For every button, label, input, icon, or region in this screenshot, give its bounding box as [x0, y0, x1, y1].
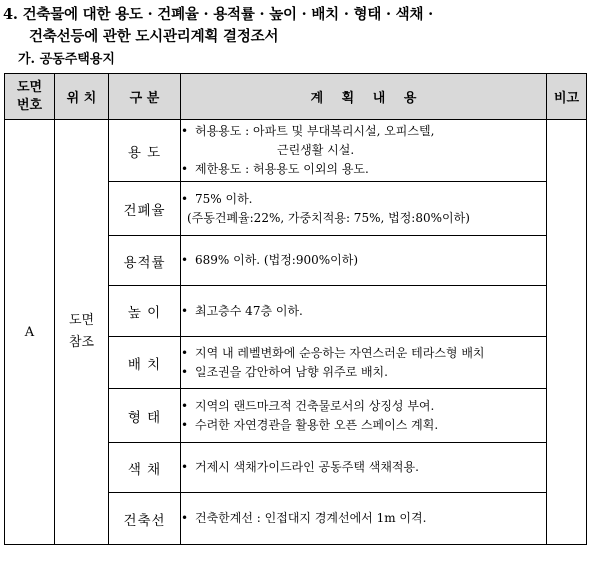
- header-plan-content: 계 획 내 용: [181, 74, 547, 120]
- header-location: 위 치: [55, 74, 109, 120]
- section-subtitle: 가. 공동주택용지: [18, 52, 115, 67]
- content-color: [181, 443, 547, 493]
- content-building-line: [181, 493, 547, 545]
- header-drawing-no-line2: 번호: [16, 97, 43, 113]
- form-text-1: 지역의 랜드마크적 건축물로서의 상징성 부여.: [195, 398, 435, 413]
- content-height: [181, 286, 547, 337]
- list-item: • 최고층수 47층 이하.: [181, 303, 303, 318]
- table-header-row: [5, 74, 587, 120]
- list-item: • 689% 이하. (법정:900%이하): [181, 253, 359, 267]
- height-text: 최고층수 47층 이하.: [195, 303, 303, 318]
- layout-text-1: 지역 내 레벨변화에 순응하는 자연스러운 테라스형 배치: [195, 345, 485, 360]
- location-line2: 참조: [68, 335, 95, 350]
- list-item: • 건축한계선 : 인접대지 경계선에서 1m 이격.: [181, 511, 427, 525]
- building-line-text: 건축한계선 : 인접대지 경계선에서 1m 이격.: [195, 511, 427, 525]
- content-layout: [181, 337, 547, 389]
- coverage-detail-text: (주동건폐율:22%, 가중치적용: 75%, 법정:80%이하): [187, 210, 470, 225]
- document-title-line2: 건축선등에 관한 도시관리계획 결정조서: [29, 28, 279, 45]
- far-text: 689% 이하. (법정:900%이하): [195, 253, 359, 267]
- list-item: • 75% 이하.: [181, 191, 253, 206]
- document-title-line1: 4. 건축물에 대한 용도 · 건폐율 · 용적률 · 높이 · 배치 · 형태 · 색채 ·: [3, 6, 433, 23]
- use-permitted-continued-text: 근린생활 시설.: [277, 143, 355, 157]
- category-color: 색 채: [109, 443, 181, 493]
- content-use: [181, 120, 547, 182]
- content-form: [181, 389, 547, 443]
- header-drawing-no: [5, 74, 55, 120]
- use-restricted-text: 제한용도 : 허용용도 이외의 용도.: [195, 162, 369, 176]
- list-item: • 허용용도 : 아파트 및 부대복리시설, 오피스텔,: [181, 124, 435, 138]
- header-drawing-no-line1: 도면: [16, 79, 43, 95]
- location-cell: [55, 120, 109, 545]
- category-form: 형 태: [109, 389, 181, 443]
- content-coverage: [181, 182, 547, 236]
- category-coverage: 건폐율: [109, 182, 181, 236]
- list-item: • 지역의 랜드마크적 건축물로서의 상징성 부여.: [181, 398, 435, 413]
- list-item: • 지역 내 레벨변화에 순응하는 자연스러운 테라스형 배치: [181, 345, 485, 360]
- category-building-line: 건축선: [109, 493, 181, 545]
- category-layout: 배 치: [109, 337, 181, 389]
- use-permitted-text: 허용용도 : 아파트 및 부대복리시설, 오피스텔,: [195, 124, 435, 138]
- content-far: [181, 236, 547, 286]
- category-far: 용적률: [109, 236, 181, 286]
- category-height: 높 이: [109, 286, 181, 337]
- header-category: 구 분: [109, 74, 181, 120]
- location-line1: 도면: [68, 313, 95, 328]
- drawing-no-cell: A: [5, 120, 55, 545]
- header-remarks: 비고: [547, 74, 587, 120]
- layout-text-2: 일조권을 감안하여 남향 위주로 배치.: [195, 364, 388, 379]
- list-item: • 일조권을 감안하여 남향 위주로 배치.: [181, 364, 388, 379]
- list-item: • 제한용도 : 허용용도 이외의 용도.: [181, 162, 369, 176]
- plan-table: [4, 73, 587, 545]
- color-text: 거제시 색채가이드라인 공동주택 색채적용.: [195, 460, 419, 474]
- coverage-text: 75% 이하.: [195, 191, 253, 206]
- list-item: • 거제시 색채가이드라인 공동주택 색채적용.: [181, 460, 419, 474]
- document-title: [3, 4, 588, 48]
- table-row: [5, 120, 587, 182]
- form-text-2: 수려한 자연경관을 활용한 오픈 스페이스 계획.: [195, 417, 439, 432]
- list-item: • 수려한 자연경관을 활용한 오픈 스페이스 계획.: [181, 417, 439, 432]
- category-use: 용 도: [109, 120, 181, 182]
- remarks-cell: [547, 120, 587, 545]
